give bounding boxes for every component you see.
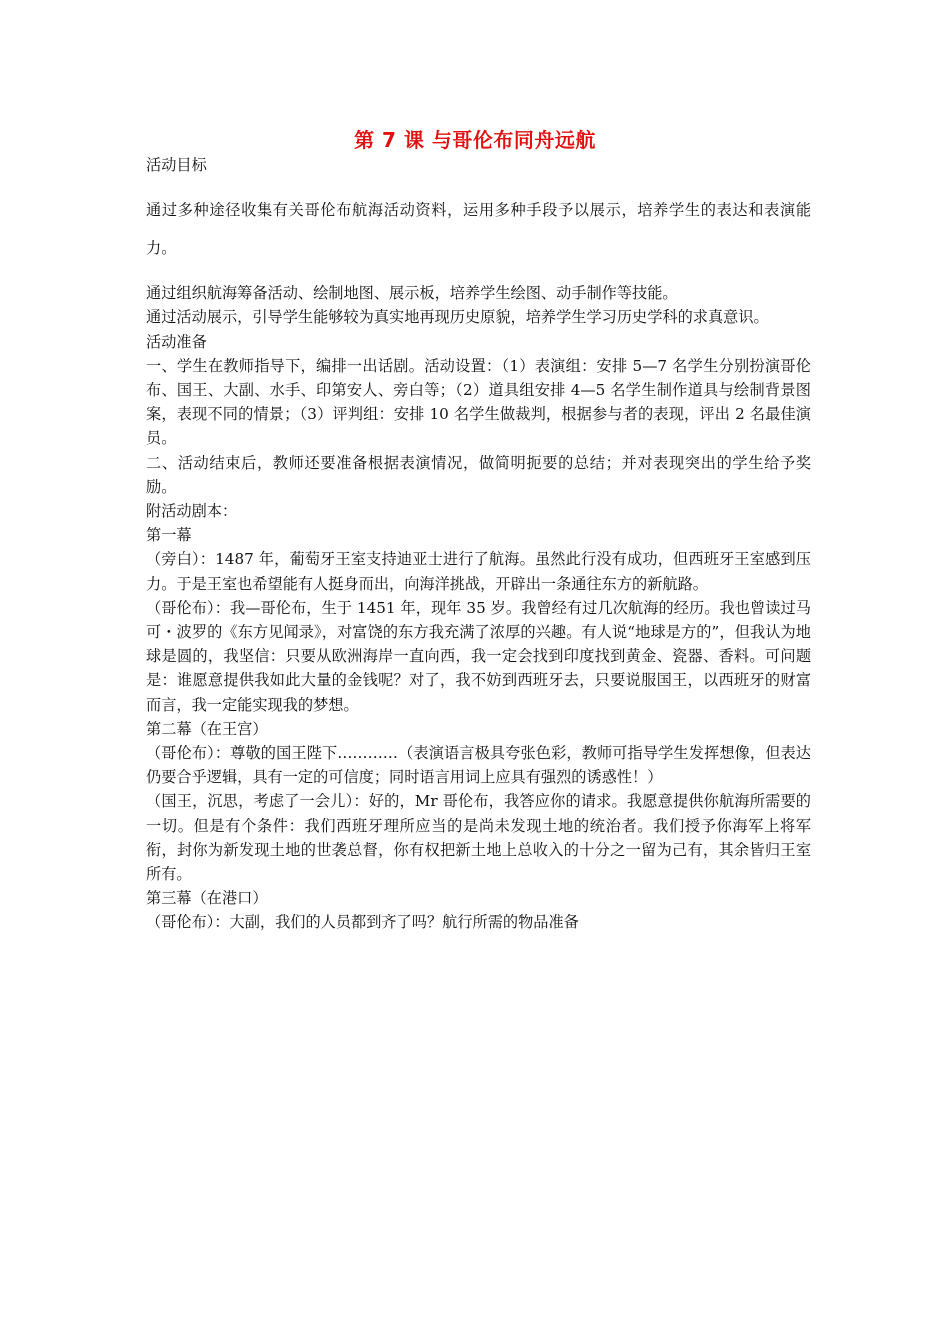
act1-narrator-paragraph: （旁白）：1487 年，葡萄牙王室支持迪亚士进行了航海。虽然此行没有成功，但西班牙王室感到压力。于是王室也希望能有人挺身而出，向海洋挑战，开辟出一条通往东方的新航路。 (146, 550, 811, 593)
act2-columbus-paragraph: （哥伦布）：尊敬的国王陛下…………（表演语言极具夸张色彩，教师可指导学生发挥想像，但表达仍要合乎逻辑，具有一定的可信度；同时语言用词上应具有强烈的诱惑性！） (146, 744, 811, 787)
act2-heading: 第二幕（在王宫） (146, 719, 268, 738)
prep-paragraph-2: 二、活动结束后，教师还要准备根据表演情况，做简明扼要的总结；并对表现突出的学生给予奖励。 (146, 453, 811, 496)
act1-columbus-paragraph: （哥伦布）：我—哥伦布，生于 1451 年，现年 35 岁。我曾经有过几次航海的经历。我也曾读过马可・波罗的《东方见闻录》，对富饶的东方我充满了浓厚的兴趣。有人说“地球是方的”，但我认为地球是圆的，我坚信：只要从欧洲海岸一直向西，我一定会找到印度找到黄金、瓷器、香料。可问题是：谁愿意提供我如此大量的金钱呢？对了，我不妨到西班牙去，只要说服国王，以西班牙的财富而言，我一定能实现我的梦想。 (146, 598, 811, 714)
goal-paragraph-2: 通过组织航海筹备活动、绘制地图、展示板，培养学生绘图、动手制作等技能。 (146, 284, 678, 303)
document-body (146, 153, 811, 935)
act2-king-paragraph: （国王，沉思，考虑了一会儿）：好的，Mr 哥伦布，我答应你的请求。我愿意提供你航海所需要的一切。但是有个条件：我们西班牙理所应当的是尚未发现土地的统治者。我们授予你海军上将军衔，封你为新发现土地的世袭总督，你有权把新土地上总收入的十分之一留为己有，其余皆归王室所有。 (146, 792, 811, 884)
goal-paragraph-3: 通过活动展示，引导学生能够较为真实地再现历史原貌，培养学生学习历史学科的求真意识。 (146, 308, 769, 327)
script-heading: 附活动剧本： (146, 502, 238, 521)
goal-paragraph-1: 通过多种途径收集有关哥伦布航海活动资料，运用多种手段予以展示，培养学生的表达和表演能力。 (146, 201, 811, 258)
act1-heading: 第一幕 (146, 526, 192, 545)
act3-heading: 第三幕（在港口） (146, 889, 268, 908)
prep-paragraph-1: 一、学生在教师指导下，编排一出话剧。活动设置：（1）表演组：安排 5—7 名学生分别扮演哥伦布、国王、大副、水手、印第安人、旁白等；（2）道具组安排 4—5 名学生制作道具与绘制背景图案，表现不同的情景；（3）评判组：安排 10 名学生做裁判，根据参与者的表现，评出 2 名最佳演员。 (146, 356, 811, 448)
goal-heading: 活动目标 (146, 156, 207, 174)
page-title: 第 7 课 与哥伦布同舟远航 (354, 128, 596, 152)
act3-columbus-paragraph: （哥伦布）：大副，我们的人员都到齐了吗？航行所需的物品准备 (146, 913, 579, 932)
prep-heading: 活动准备 (146, 332, 207, 351)
